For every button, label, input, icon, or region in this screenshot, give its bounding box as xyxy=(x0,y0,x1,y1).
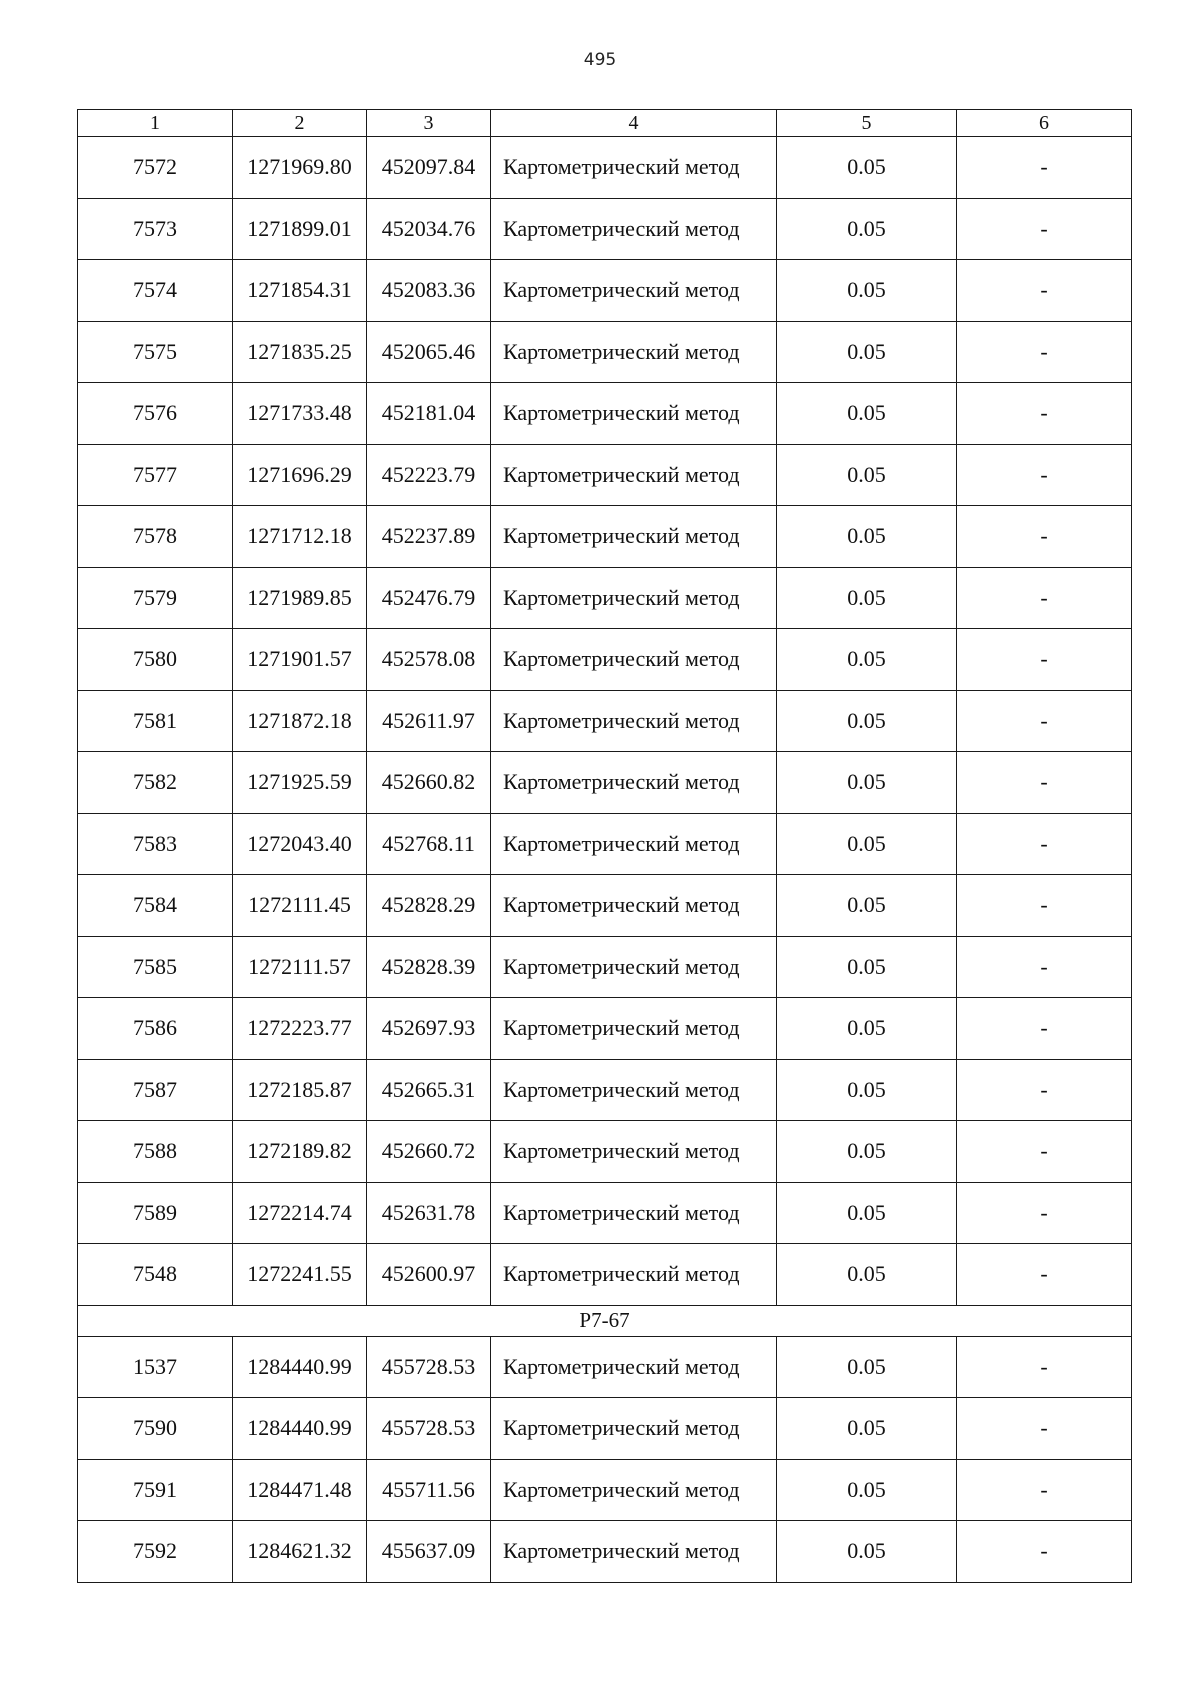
y-coordinate-cell: 452476.79 xyxy=(367,567,491,629)
accuracy-cell: 0.05 xyxy=(777,813,957,875)
note-cell: - xyxy=(957,629,1132,691)
x-coordinate-cell: 1272241.55 xyxy=(233,1244,367,1306)
accuracy-cell: 0.05 xyxy=(777,383,957,445)
point-number-cell: 7591 xyxy=(78,1459,233,1521)
x-coordinate-cell: 1272189.82 xyxy=(233,1121,367,1183)
point-number-cell: 7579 xyxy=(78,567,233,629)
table-row xyxy=(78,1398,1132,1460)
table-row xyxy=(78,1336,1132,1398)
x-coordinate-cell: 1271899.01 xyxy=(233,198,367,260)
y-coordinate-cell: 452223.79 xyxy=(367,444,491,506)
point-number-cell: 7585 xyxy=(78,936,233,998)
x-coordinate-cell: 1271969.80 xyxy=(233,137,367,199)
point-number-cell: 7584 xyxy=(78,875,233,937)
note-cell: - xyxy=(957,1059,1132,1121)
point-number-cell: 7577 xyxy=(78,444,233,506)
note-cell: - xyxy=(957,383,1132,445)
x-coordinate-cell: 1284471.48 xyxy=(233,1459,367,1521)
accuracy-cell: 0.05 xyxy=(777,1459,957,1521)
table-row xyxy=(78,383,1132,445)
point-number-cell: 7578 xyxy=(78,506,233,568)
accuracy-cell: 0.05 xyxy=(777,1182,957,1244)
y-coordinate-cell: 452660.82 xyxy=(367,752,491,814)
y-coordinate-cell: 452665.31 xyxy=(367,1059,491,1121)
header-col-4: 4 xyxy=(491,110,777,137)
method-cell: Картометрический метод xyxy=(491,1459,777,1521)
method-cell: Картометрический метод xyxy=(491,875,777,937)
x-coordinate-cell: 1271733.48 xyxy=(233,383,367,445)
y-coordinate-cell: 452578.08 xyxy=(367,629,491,691)
table-row xyxy=(78,936,1132,998)
table-row xyxy=(78,629,1132,691)
accuracy-cell: 0.05 xyxy=(777,936,957,998)
y-coordinate-cell: 452768.11 xyxy=(367,813,491,875)
table-row xyxy=(78,137,1132,199)
table-row xyxy=(78,260,1132,322)
method-cell: Картометрический метод xyxy=(491,198,777,260)
header-row xyxy=(78,110,1132,137)
table-row xyxy=(78,875,1132,937)
x-coordinate-cell: 1284440.99 xyxy=(233,1336,367,1398)
accuracy-cell: 0.05 xyxy=(777,690,957,752)
y-coordinate-cell: 452697.93 xyxy=(367,998,491,1060)
x-coordinate-cell: 1271989.85 xyxy=(233,567,367,629)
table-row xyxy=(78,1059,1132,1121)
coordinates-table xyxy=(77,109,1132,1583)
header-col-6: 6 xyxy=(957,110,1132,137)
y-coordinate-cell: 452631.78 xyxy=(367,1182,491,1244)
note-cell: - xyxy=(957,998,1132,1060)
y-coordinate-cell: 455728.53 xyxy=(367,1336,491,1398)
note-cell: - xyxy=(957,813,1132,875)
header-col-5: 5 xyxy=(777,110,957,137)
note-cell: - xyxy=(957,1336,1132,1398)
note-cell: - xyxy=(957,567,1132,629)
page-number: 495 xyxy=(583,50,617,70)
x-coordinate-cell: 1271854.31 xyxy=(233,260,367,322)
method-cell: Картометрический метод xyxy=(491,690,777,752)
y-coordinate-cell: 455637.09 xyxy=(367,1521,491,1583)
note-cell: - xyxy=(957,1398,1132,1460)
accuracy-cell: 0.05 xyxy=(777,752,957,814)
y-coordinate-cell: 452065.46 xyxy=(367,321,491,383)
y-coordinate-cell: 455711.56 xyxy=(367,1459,491,1521)
section-label: Р7-67 xyxy=(78,1305,1132,1336)
x-coordinate-cell: 1271712.18 xyxy=(233,506,367,568)
accuracy-cell: 0.05 xyxy=(777,321,957,383)
y-coordinate-cell: 452611.97 xyxy=(367,690,491,752)
header-col-2: 2 xyxy=(233,110,367,137)
accuracy-cell: 0.05 xyxy=(777,1121,957,1183)
x-coordinate-cell: 1272223.77 xyxy=(233,998,367,1060)
y-coordinate-cell: 455728.53 xyxy=(367,1398,491,1460)
method-cell: Картометрический метод xyxy=(491,813,777,875)
method-cell: Картометрический метод xyxy=(491,1521,777,1583)
method-cell: Картометрический метод xyxy=(491,137,777,199)
note-cell: - xyxy=(957,506,1132,568)
point-number-cell: 7573 xyxy=(78,198,233,260)
point-number-cell: 7589 xyxy=(78,1182,233,1244)
y-coordinate-cell: 452600.97 xyxy=(367,1244,491,1306)
x-coordinate-cell: 1271872.18 xyxy=(233,690,367,752)
method-cell: Картометрический метод xyxy=(491,629,777,691)
point-number-cell: 7582 xyxy=(78,752,233,814)
y-coordinate-cell: 452660.72 xyxy=(367,1121,491,1183)
method-cell: Картометрический метод xyxy=(491,506,777,568)
note-cell: - xyxy=(957,690,1132,752)
table-row xyxy=(78,321,1132,383)
x-coordinate-cell: 1272214.74 xyxy=(233,1182,367,1244)
y-coordinate-cell: 452181.04 xyxy=(367,383,491,445)
note-cell: - xyxy=(957,1459,1132,1521)
method-cell: Картометрический метод xyxy=(491,1182,777,1244)
accuracy-cell: 0.05 xyxy=(777,506,957,568)
note-cell: - xyxy=(957,444,1132,506)
point-number-cell: 7576 xyxy=(78,383,233,445)
x-coordinate-cell: 1272111.57 xyxy=(233,936,367,998)
accuracy-cell: 0.05 xyxy=(777,629,957,691)
table-row xyxy=(78,567,1132,629)
table-row xyxy=(78,1182,1132,1244)
method-cell: Картометрический метод xyxy=(491,260,777,322)
method-cell: Картометрический метод xyxy=(491,1244,777,1306)
note-cell: - xyxy=(957,321,1132,383)
x-coordinate-cell: 1272043.40 xyxy=(233,813,367,875)
note-cell: - xyxy=(957,198,1132,260)
note-cell: - xyxy=(957,936,1132,998)
x-coordinate-cell: 1271835.25 xyxy=(233,321,367,383)
point-number-cell: 7581 xyxy=(78,690,233,752)
table-body xyxy=(78,137,1132,1583)
point-number-cell: 7580 xyxy=(78,629,233,691)
point-number-cell: 7574 xyxy=(78,260,233,322)
method-cell: Картометрический метод xyxy=(491,1398,777,1460)
method-cell: Картометрический метод xyxy=(491,1336,777,1398)
table-row xyxy=(78,198,1132,260)
point-number-cell: 7592 xyxy=(78,1521,233,1583)
method-cell: Картометрический метод xyxy=(491,1059,777,1121)
accuracy-cell: 0.05 xyxy=(777,198,957,260)
table-row xyxy=(78,444,1132,506)
table-row xyxy=(78,506,1132,568)
x-coordinate-cell: 1284621.32 xyxy=(233,1521,367,1583)
point-number-cell: 7548 xyxy=(78,1244,233,1306)
point-number-cell: 7572 xyxy=(78,137,233,199)
method-cell: Картометрический метод xyxy=(491,321,777,383)
x-coordinate-cell: 1284440.99 xyxy=(233,1398,367,1460)
note-cell: - xyxy=(957,752,1132,814)
point-number-cell: 7583 xyxy=(78,813,233,875)
y-coordinate-cell: 452083.36 xyxy=(367,260,491,322)
table-row xyxy=(78,1121,1132,1183)
point-number-cell: 7587 xyxy=(78,1059,233,1121)
accuracy-cell: 0.05 xyxy=(777,260,957,322)
method-cell: Картометрический метод xyxy=(491,444,777,506)
table-row xyxy=(78,813,1132,875)
table-row xyxy=(78,998,1132,1060)
x-coordinate-cell: 1271901.57 xyxy=(233,629,367,691)
accuracy-cell: 0.05 xyxy=(777,875,957,937)
accuracy-cell: 0.05 xyxy=(777,1244,957,1306)
header-col-3: 3 xyxy=(367,110,491,137)
y-coordinate-cell: 452237.89 xyxy=(367,506,491,568)
accuracy-cell: 0.05 xyxy=(777,1398,957,1460)
method-cell: Картометрический метод xyxy=(491,383,777,445)
accuracy-cell: 0.05 xyxy=(777,444,957,506)
note-cell: - xyxy=(957,1121,1132,1183)
x-coordinate-cell: 1271696.29 xyxy=(233,444,367,506)
table-row xyxy=(78,690,1132,752)
point-number-cell: 7586 xyxy=(78,998,233,1060)
method-cell: Картометрический метод xyxy=(491,998,777,1060)
section-row xyxy=(78,1305,1132,1336)
method-cell: Картометрический метод xyxy=(491,752,777,814)
y-coordinate-cell: 452828.39 xyxy=(367,936,491,998)
note-cell: - xyxy=(957,875,1132,937)
x-coordinate-cell: 1272185.87 xyxy=(233,1059,367,1121)
table-row xyxy=(78,752,1132,814)
accuracy-cell: 0.05 xyxy=(777,137,957,199)
accuracy-cell: 0.05 xyxy=(777,567,957,629)
note-cell: - xyxy=(957,1244,1132,1306)
method-cell: Картометрический метод xyxy=(491,1121,777,1183)
accuracy-cell: 0.05 xyxy=(777,1336,957,1398)
point-number-cell: 1537 xyxy=(78,1336,233,1398)
accuracy-cell: 0.05 xyxy=(777,1059,957,1121)
method-cell: Картометрический метод xyxy=(491,567,777,629)
x-coordinate-cell: 1272111.45 xyxy=(233,875,367,937)
note-cell: - xyxy=(957,1182,1132,1244)
point-number-cell: 7590 xyxy=(78,1398,233,1460)
table-header xyxy=(78,110,1132,137)
point-number-cell: 7588 xyxy=(78,1121,233,1183)
note-cell: - xyxy=(957,137,1132,199)
header-col-1: 1 xyxy=(78,110,233,137)
note-cell: - xyxy=(957,260,1132,322)
point-number-cell: 7575 xyxy=(78,321,233,383)
method-cell: Картометрический метод xyxy=(491,936,777,998)
y-coordinate-cell: 452034.76 xyxy=(367,198,491,260)
accuracy-cell: 0.05 xyxy=(777,1521,957,1583)
table-row xyxy=(78,1244,1132,1306)
y-coordinate-cell: 452828.29 xyxy=(367,875,491,937)
y-coordinate-cell: 452097.84 xyxy=(367,137,491,199)
note-cell: - xyxy=(957,1521,1132,1583)
x-coordinate-cell: 1271925.59 xyxy=(233,752,367,814)
table-row xyxy=(78,1521,1132,1583)
accuracy-cell: 0.05 xyxy=(777,998,957,1060)
table-row xyxy=(78,1459,1132,1521)
